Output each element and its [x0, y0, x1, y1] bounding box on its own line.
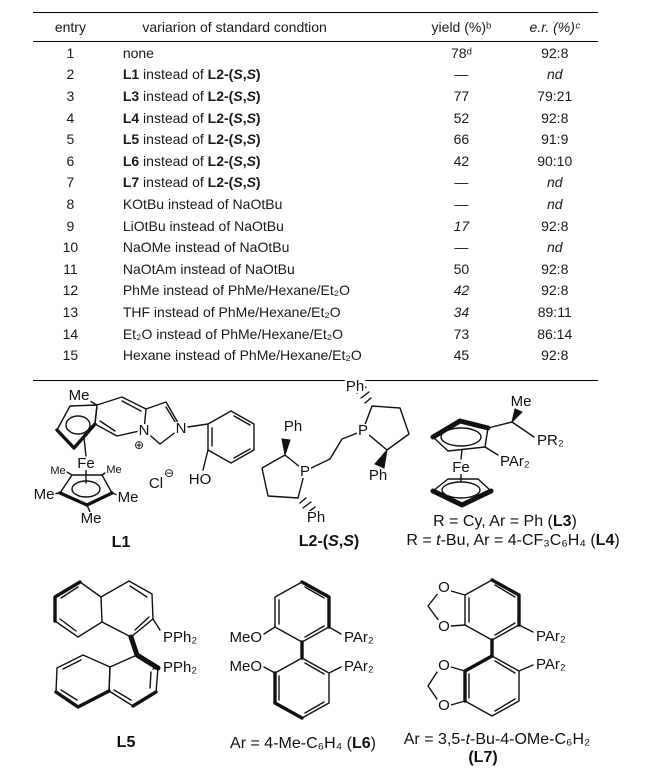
er-cell: 79:21 [537, 87, 573, 104]
caption-l5: L5 [116, 734, 136, 751]
svg-text:PAr₂: PAr₂ [536, 656, 566, 673]
structure-l7-segphos [428, 579, 567, 716]
svg-text:O: O [438, 697, 450, 714]
svg-text:Ph: Ph [345, 378, 365, 395]
entry-cell: 10 [62, 239, 79, 256]
caption-l7-line2: (L7) [468, 749, 498, 766]
condition-cell: NaOMe instead of NaOtBu [122, 239, 290, 256]
entry-cell: 13 [62, 303, 79, 320]
svg-text:PAr₂: PAr₂ [500, 453, 530, 470]
svg-text:Me: Me [68, 387, 90, 404]
yield-cell: 77 [453, 87, 470, 104]
entry-cell: 8 [66, 195, 75, 212]
caption-l6: Ar = 4-Me-C₆H₄ (L6) [230, 735, 376, 752]
yield-cell: 50 [453, 260, 470, 277]
svg-text:Me: Me [117, 489, 139, 506]
entry-cell: 6 [66, 152, 75, 169]
er-cell: 92:8 [541, 260, 569, 277]
svg-text:N: N [175, 420, 187, 437]
yield-cell: 42 [453, 152, 470, 169]
entry-cell: 2 [66, 66, 75, 83]
svg-text:P: P [357, 422, 369, 439]
svg-text:PPh₂: PPh₂ [163, 659, 198, 676]
yield-cell: 45 [453, 347, 470, 364]
er-cell: 92:8 [541, 282, 569, 299]
entry-cell: 9 [66, 217, 75, 234]
svg-text:Ph: Ph [368, 467, 388, 484]
yield-cell: 34 [453, 303, 470, 320]
yield-cell: 73 [453, 325, 470, 342]
er-cell: 89:11 [537, 303, 572, 320]
yield-cell: 66 [453, 131, 470, 148]
col-header-er: e.r. (%)ᶜ [511, 13, 598, 42]
svg-text:Me: Me [510, 393, 532, 410]
er-cell: 86:14 [537, 325, 573, 342]
entry-cell: 5 [66, 131, 75, 148]
er-cell: 90:10 [537, 152, 573, 169]
yield-cell: — [454, 66, 469, 83]
er-cell: 91:9 [541, 131, 569, 148]
svg-text:P: P [299, 463, 311, 480]
svg-text:PAr₂: PAr₂ [536, 628, 566, 645]
er-cell: 92:8 [541, 217, 569, 234]
caption-l3: R = Cy, Ar = Ph (L3) [433, 513, 577, 530]
caption-l4: R = t-Bu, Ar = 4-CF₃C₆H₄ (L4) [406, 532, 620, 549]
structure-l3-l4-josiphos [433, 393, 565, 505]
svg-text:MeO: MeO [229, 629, 262, 646]
condition-cell: Et₂O instead of PhMe/Hexane/Et₂O [122, 325, 344, 342]
yield-cell: 17 [453, 217, 470, 234]
entry-cell: 14 [62, 325, 79, 342]
condition-cell: L1 instead of L2-(S,S) [122, 66, 261, 83]
entry-cell: 1 [66, 44, 75, 61]
entry-cell: 15 [62, 347, 79, 364]
svg-text:N: N [138, 422, 150, 439]
svg-text:PAr₂: PAr₂ [344, 629, 374, 646]
svg-text:Me: Me [33, 486, 55, 503]
svg-text:PR₂: PR₂ [537, 432, 564, 449]
svg-text:PAr₂: PAr₂ [344, 658, 374, 675]
structure-l1-ferrocenyl-imidazolium [33, 387, 254, 527]
svg-text:PPh₂: PPh₂ [163, 629, 198, 646]
condition-cell: Hexane instead of PhMe/Hexane/Et₂O [122, 347, 362, 364]
entry-cell: 12 [62, 282, 79, 299]
col-header-condition: variarion of standard condtion [108, 13, 412, 42]
condition-cell: L7 instead of L2-(S,S) [122, 174, 261, 191]
condition-cell: L6 instead of L2-(S,S) [122, 152, 261, 169]
col-header-entry: entry [33, 13, 108, 42]
caption-l1: L1 [111, 534, 131, 551]
yield-cell: — [454, 174, 469, 191]
svg-text:Ph: Ph [306, 509, 326, 526]
caption-l2: L2-(S,S) [298, 533, 360, 550]
svg-text:⊕: ⊕ [133, 438, 145, 452]
entry-cell: 11 [63, 260, 78, 277]
condition-cell: PhMe instead of PhMe/Hexane/Et₂O [122, 282, 351, 299]
er-cell: nd [546, 174, 563, 191]
svg-text:HO: HO [188, 471, 212, 488]
er-cell: nd [546, 195, 563, 212]
condition-cell: L3 instead of L2-(S,S) [122, 87, 261, 104]
svg-text:MeO: MeO [229, 658, 262, 675]
svg-text:⊖: ⊖ [163, 466, 175, 480]
col-header-yield: yield (%)ᵇ [411, 13, 511, 42]
condition-cell: L5 instead of L2-(S,S) [122, 131, 261, 148]
svg-text:Ph: Ph [283, 418, 303, 435]
svg-text:O: O [438, 618, 450, 635]
condition-cell: KOtBu instead of NaOtBu [122, 195, 283, 212]
er-cell: nd [546, 66, 563, 83]
entry-cell: 7 [66, 174, 75, 191]
yield-cell: 52 [453, 109, 470, 126]
caption-l7-line1: Ar = 3,5-t-Bu-4-OMe-C₆H₂ [403, 731, 591, 748]
yield-cell: — [454, 195, 469, 212]
svg-text:Cl: Cl [148, 475, 164, 492]
entry-cell: 3 [66, 87, 75, 104]
svg-text:Me: Me [50, 465, 66, 477]
condition-cell: LiOtBu instead of NaOtBu [122, 217, 284, 234]
structure-l2-bisphospholane [262, 378, 409, 526]
condition-cell: L4 instead of L2-(S,S) [122, 109, 261, 126]
yield-cell: 42 [453, 282, 470, 299]
er-cell: 92:8 [541, 44, 569, 61]
svg-text:Me: Me [80, 510, 102, 527]
er-cell: 92:8 [541, 109, 569, 126]
condition-cell: none [122, 44, 154, 61]
svg-text:O: O [438, 657, 450, 674]
structure-l5-binap [55, 581, 198, 707]
yield-cell: — [454, 239, 469, 256]
svg-text:Fe: Fe [77, 455, 95, 472]
er-cell: nd [546, 239, 563, 256]
er-cell: 92:8 [541, 347, 569, 364]
structure-l6-meo-biphep [228, 582, 374, 718]
svg-text:Me: Me [106, 464, 122, 476]
entry-cell: 4 [66, 109, 75, 126]
condition-cell: NaOtAm instead of NaOtBu [122, 260, 295, 277]
condition-cell: THF instead of PhMe/Hexane/Et₂O [122, 303, 341, 320]
svg-text:O: O [438, 579, 450, 596]
yield-cell: 78ᵈ [451, 44, 472, 61]
svg-text:Fe: Fe [452, 459, 470, 476]
